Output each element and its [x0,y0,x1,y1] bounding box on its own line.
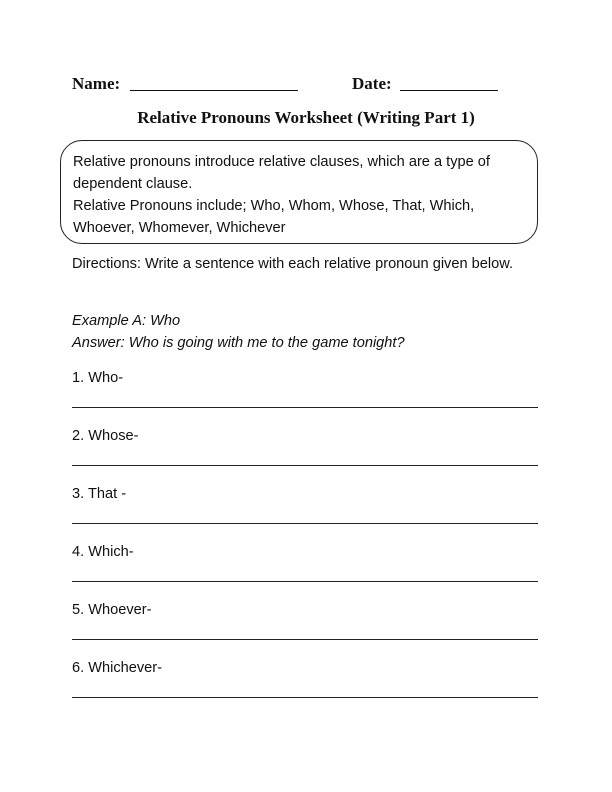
example-block [72,310,542,354]
question-1-label: 1. Who- [72,370,124,386]
question-6-answer-line[interactable] [72,697,538,698]
date-label: Date: [352,74,392,93]
name-field-line[interactable] [130,90,298,91]
question-4-label: 4. Which- [72,544,134,560]
question-2-label: 2. Whose- [72,428,139,444]
question-6-label: 6. Whichever- [72,660,163,676]
info-definition: Relative pronouns introduce relative clauses, which are a type of dependent clause. [73,154,490,192]
name-label: Name: [72,74,121,93]
question-3-label: 3. That - [72,486,127,502]
question-5-label: 5. Whoever- [72,602,152,618]
question-3-answer-line[interactable] [72,523,538,524]
date-field-line[interactable] [400,90,498,91]
example-prompt: Example A: Who [72,313,181,329]
directions-text: Directions: Write a sentence with each relative pronoun given below. [72,256,514,272]
info-pronoun-list: Relative Pronouns include; Who, Whom, Whose, That, Which, Whoever, Whomever, Whichever [73,198,475,236]
info-box [60,140,538,244]
example-answer: Answer: Who is going with me to the game tonight? [72,335,405,351]
header-row [72,74,542,96]
question-2-answer-line[interactable] [72,465,538,466]
worksheet-title: Relative Pronouns Worksheet (Writing Part 1) [137,108,475,127]
question-5-answer-line[interactable] [72,639,538,640]
question-1-answer-line[interactable] [72,407,538,408]
question-4-answer-line[interactable] [72,581,538,582]
